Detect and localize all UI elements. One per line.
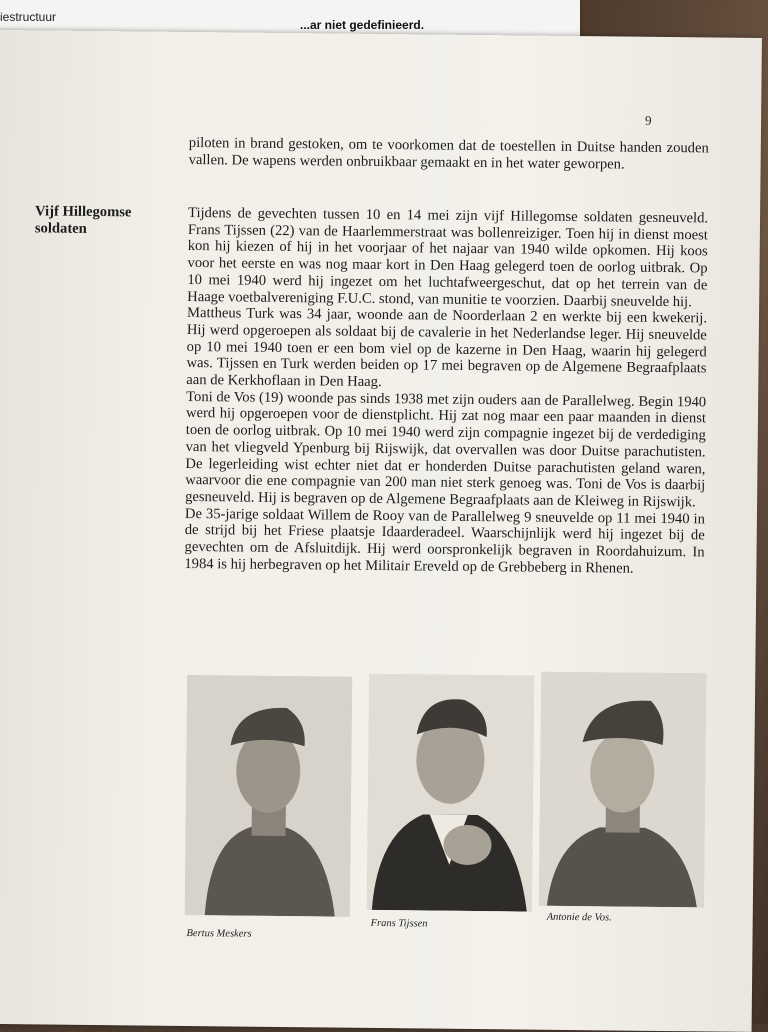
background-sheet-right-text: ...ar niet gedefinieerd. xyxy=(300,18,425,32)
photo-3-caption: Antonie de Vos. xyxy=(546,911,612,924)
section-body xyxy=(184,205,708,578)
paragraph-3: Toni de Vos (19) woonde pas sinds 1938 met zijn ouders aan de Parallelweg. Begin 1940 werd hij opgeroepen voor de dienstplicht. Hij zat nog maar een paar maanden in dienst toen de oorlog uitbrak. Op 10 mei 1940 werd zijn compagnie ingezet bij de verdediging van het vliegveld Ypenburg bij Rijswijk, dat overvallen was door Duitse parachutisten. De legerleiding wist echter niet dat er honderden Duitse parachutisten geland waren, waarvoor die ene compagnie van 200 man niet sterk genoeg was. Toni de Vos is daarbij gesneuveld. Hij is begraven op de Algemene Begraafplaats aan de Kleiweg in Rijswijk. xyxy=(185,388,707,511)
portrait-photo-2 xyxy=(367,674,534,912)
paragraph-4: De 35-jarige soldaat Willem de Rooy van de Parallelweg 9 sneuvelde op 11 mei 1940 in de strijd bij het Friese plaatsje Idaarderadeel. Waarschijnlijk werd hij ingezet bij de gevechten om de Afsluitdijk. Hij werd oorspronkelijk begraven in Roordahuizum. In 1984 is hij herbegraven op het Militair Ereveld op de Grebbeberg in Rhenen. xyxy=(184,505,706,577)
book-page xyxy=(0,30,762,1032)
paragraph-1: Tijdens de gevechten tussen 10 en 14 mei zijn vijf Hillegomse soldaten gesneuveld. Frans Tijssen (22) van de Haarlemmerstraat was bollenreiziger. Toen hij in dienst moest kon hij kiezen of hij in het voorjaar of het najaar van 1940 wilde opkomen. Hij koos voor het eerste en was nog maar kort in Den Haag gelegerd toen de oorlog uitbrak. Op 10 mei 1940 werd hij ingezet om het luchtafweergeschut, dat op het terrein van de Haage voetbalvereniging F.U.C. stond, van munitie te voorzien. Daarbij sneuvelde hij. xyxy=(187,204,709,310)
background-sheet-left-text: iestructuur xyxy=(0,10,57,24)
portrait-photo-3 xyxy=(539,672,706,908)
photo-2-caption: Frans Tijssen xyxy=(370,917,428,930)
page-number: 9 xyxy=(645,112,652,128)
intro-text: piloten in brand gestoken, om te voorkomen dat de toestellen in Duitse handen zouden vallen. De wapens werden onbruikbaar gemaakt en in het water geworpen. xyxy=(188,134,709,173)
portrait-photo-1 xyxy=(185,675,353,917)
photo-1-caption: Bertus Meskers xyxy=(186,928,252,940)
paragraph-2: Mattheus Turk was 34 jaar, woonde aan de Noorderlaan 2 en werkte bij een kwekerij. Hij werd opgeroepen als soldaat bij de cavalerie in het Nederlandse leger. Hij sneuvelde op 10 mei 1940 toen er een bom viel op de kazerne in Den Haag, waarin hij gelegerd was. Tijssen en Turk werden beiden op 17 mei begraven op de Algemene Begraafplaats aan de Kerkhoflaan in Den Haag. xyxy=(186,305,708,391)
section-side-heading: Vijf Hillegomse soldaten xyxy=(34,203,132,237)
intro-paragraph xyxy=(189,135,709,174)
